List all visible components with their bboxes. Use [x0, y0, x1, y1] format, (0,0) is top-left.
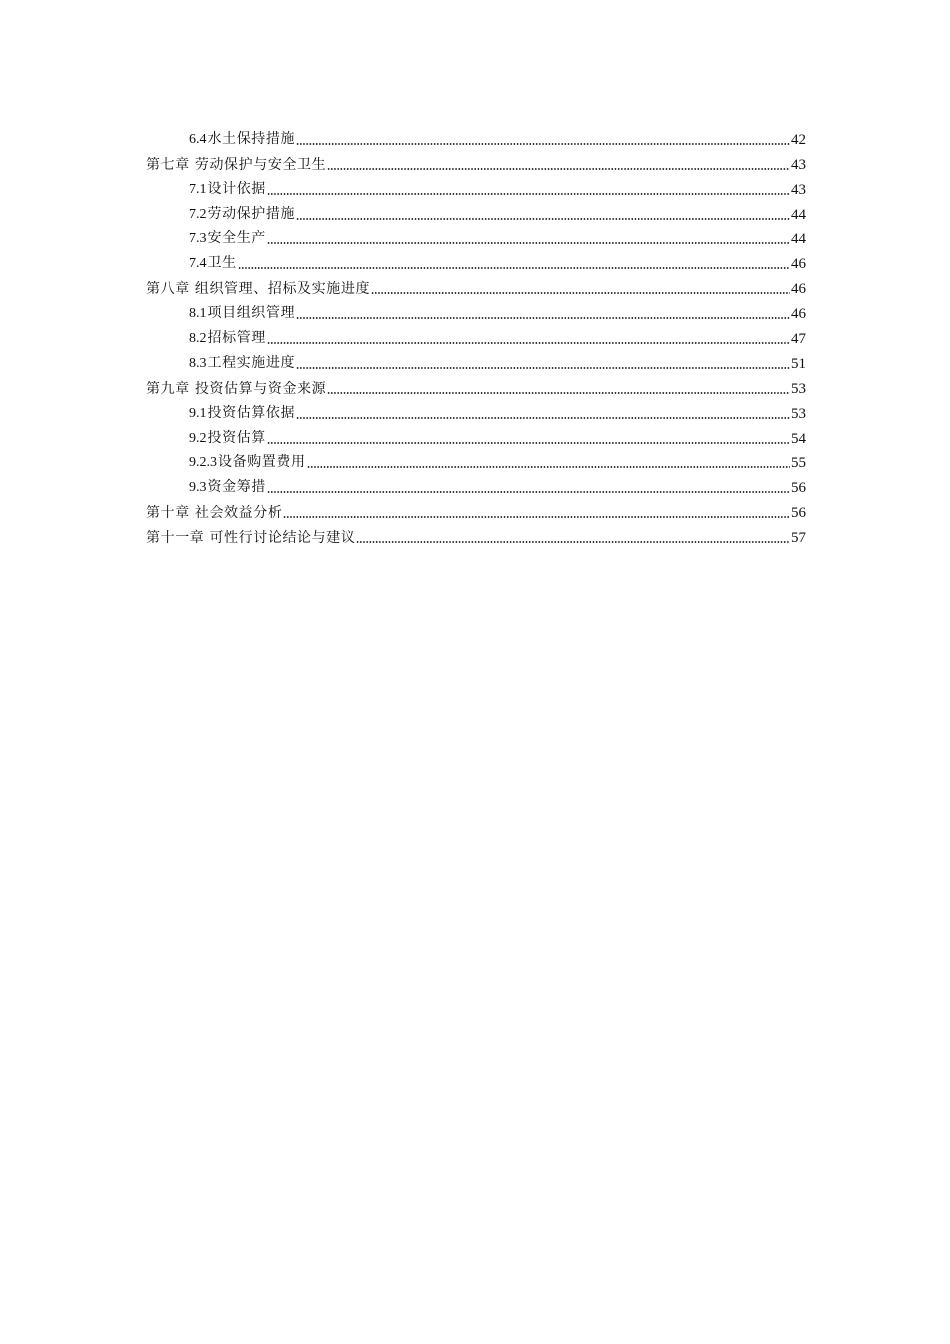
toc-entry-title [146, 529, 355, 547]
toc-page-number: 55 [791, 455, 806, 472]
toc-page-number: 44 [791, 231, 806, 248]
toc-entry-title [189, 478, 266, 497]
toc-entry-text: 设计依据 [207, 180, 266, 197]
toc-entry-title [189, 404, 295, 423]
toc-dot-leader [283, 516, 790, 518]
toc-dot-leader [267, 491, 790, 493]
toc-dot-leader [296, 317, 790, 319]
toc-entry-text: 水土保持措施 [207, 130, 296, 147]
toc-dot-leader [296, 367, 790, 369]
toc-entry-text: 投资估算依据 [207, 404, 296, 421]
toc-entry-text: 投资估算 [207, 429, 266, 446]
toc-entry-text: 第九章 投资估算与资金来源 [146, 380, 327, 397]
toc-entry-title [189, 205, 295, 224]
toc-page-number: 44 [791, 206, 806, 223]
toc-entry-number: 9.1 [189, 405, 207, 421]
toc-entry-text: 第十章 社会效益分析 [146, 505, 283, 522]
toc-entry[interactable] [146, 522, 806, 547]
toc-page-number: 51 [791, 355, 806, 372]
toc-dot-leader [267, 342, 790, 344]
toc-entry[interactable] [146, 273, 806, 298]
toc-entry-text: 第七章 劳动保护与安全卫生 [146, 156, 327, 173]
toc-entry[interactable] [146, 448, 806, 473]
toc-entry-title [146, 380, 326, 398]
toc-entry-title [189, 329, 266, 348]
toc-entry[interactable] [146, 224, 806, 249]
toc-dot-leader [296, 218, 790, 220]
toc-page-number: 56 [791, 505, 806, 522]
toc-page-number: 46 [791, 281, 806, 298]
toc-entry[interactable] [146, 373, 806, 398]
toc-entry[interactable] [146, 323, 806, 348]
toc-page-number: 53 [791, 380, 806, 397]
toc-page-number: 54 [791, 430, 806, 447]
toc-entry-title [146, 504, 282, 522]
toc-entry[interactable] [146, 423, 806, 448]
toc-dot-leader [327, 168, 790, 170]
toc-entry-text: 设备购置费用 [218, 454, 306, 471]
toc-entry-number: 9.3 [189, 480, 207, 496]
toc-entry-title [146, 156, 326, 174]
toc-dot-leader [371, 292, 790, 294]
toc-entry[interactable] [146, 398, 806, 423]
toc-entry-number: 9.2 [189, 430, 207, 446]
toc-entry[interactable] [146, 298, 806, 323]
toc-page-number: 43 [791, 156, 806, 173]
toc-entry-title [189, 304, 295, 323]
toc-entry-text: 项目组织管理 [207, 305, 296, 322]
toc-entry-text: 卫生 [207, 255, 237, 272]
toc-entry-text: 第十一章 可性行讨论结论与建议 [146, 530, 356, 547]
toc-entry-number: 8.2 [189, 331, 207, 347]
toc-entry-title [189, 354, 295, 373]
toc-entry-text: 工程实施进度 [207, 354, 296, 371]
toc-entry-text: 安全生产 [207, 230, 266, 247]
toc-dot-leader [267, 442, 790, 444]
toc-entry-title [189, 254, 237, 273]
toc-entry[interactable] [146, 348, 806, 373]
toc-entry-number: 6.4 [189, 131, 207, 147]
toc-entry[interactable] [146, 174, 806, 199]
toc-entry-title [189, 453, 306, 472]
toc-entry-number: 7.2 [189, 206, 207, 222]
toc-dot-leader [296, 143, 790, 145]
toc-dot-leader [267, 242, 790, 244]
toc-entry-number: 8.3 [189, 355, 207, 371]
toc-entry[interactable] [146, 199, 806, 224]
toc-entry-text: 资金筹措 [207, 479, 266, 496]
toc-dot-leader [356, 541, 790, 543]
toc-page-number: 42 [791, 131, 806, 148]
toc-page-number: 56 [791, 480, 806, 497]
toc-entry-title [189, 180, 266, 199]
toc-page-number: 46 [791, 306, 806, 323]
toc-dot-leader [307, 466, 790, 468]
toc-entry[interactable] [146, 472, 806, 497]
table-of-contents [146, 124, 806, 547]
toc-entry-title [146, 280, 370, 298]
toc-entry-title [189, 130, 295, 149]
toc-entry-text: 第八章 组织管理、招标及实施进度 [146, 281, 371, 298]
toc-entry-text: 招标管理 [207, 330, 266, 347]
toc-page-number: 46 [791, 256, 806, 273]
toc-entry-title [189, 429, 266, 448]
toc-page-number: 57 [791, 530, 806, 547]
toc-dot-leader [267, 193, 790, 195]
toc-page-number: 43 [791, 181, 806, 198]
toc-entry-title [189, 229, 266, 248]
toc-entry-text: 劳动保护措施 [207, 205, 296, 222]
toc-entry[interactable] [146, 248, 806, 273]
toc-entry-number: 7.3 [189, 231, 207, 247]
toc-entry-number: 7.4 [189, 256, 207, 272]
toc-dot-leader [238, 267, 790, 269]
toc-dot-leader [327, 392, 790, 394]
toc-entry-number: 7.1 [189, 181, 207, 197]
toc-entry-number: 8.1 [189, 306, 207, 322]
toc-entry[interactable] [146, 124, 806, 149]
toc-dot-leader [296, 417, 790, 419]
toc-entry-number: 9.2.3 [189, 455, 217, 471]
toc-entry[interactable] [146, 149, 806, 174]
toc-page-number: 53 [791, 405, 806, 422]
toc-entry[interactable] [146, 497, 806, 522]
toc-page-number: 47 [791, 331, 806, 348]
